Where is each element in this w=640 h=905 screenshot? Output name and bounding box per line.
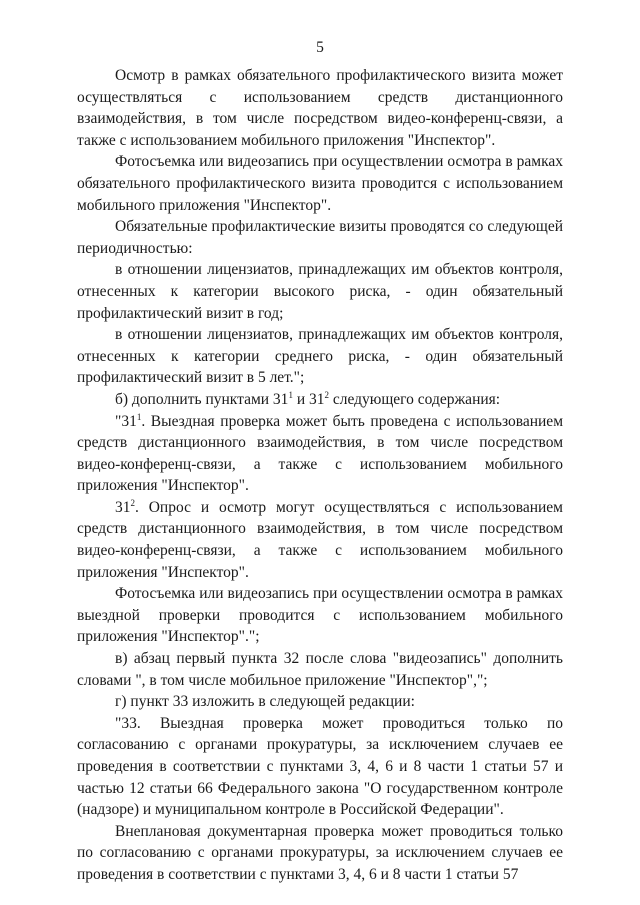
document-body: [77, 65, 563, 886]
paragraph-unscheduled: Внеплановая документарная проверка может проводиться только по согласованию с органами прокуратуры, за исключением случаев ее проведения в соответствии с пунктами 3, 4, 6 и 8 части 1 статьи 57: [77, 822, 563, 883]
paragraph-inspection-remote: Осмотр в рамках обязательного профилактического визита может осуществляться с использованием средств дистанционного взаимодействия, в том числе посредством видео-конференц-связи, а также с использованием мобильного приложения "Инспектор".: [77, 67, 563, 149]
superscript: 1: [136, 411, 142, 422]
paragraph-31-2: $31^2$. Опрос и осмотр могут осуществляться с использованием средств дистанционного взаимодействия, в том числе посредством видео-конференц-связи, а также с использованием мобильного приложения "Инспектор".: [77, 497, 563, 581]
page-number: 5: [316, 39, 324, 56]
paragraph-high-risk: в отношении лицензиатов, принадлежащих им объектов контроля, отнесенных к категории высокого риска, - один обязательный профилактический визит в год;: [77, 261, 563, 322]
paragraph-medium-risk: в отношении лицензиатов, принадлежащих им объектов контроля, отнесенных к категории среднего риска, - один обязательный профилактический визит в 5 лет.";: [77, 326, 563, 387]
paragraph-photo-onsite: Фотосъемка или видеозапись при осуществлении осмотра в рамках выездной проверки проводится с использованием мобильного приложения "Инспектор".";: [77, 585, 563, 646]
paragraph-photo-visit: Фотосъемка или видеозапись при осуществлении осмотра в рамках обязательного профилактического визита проводится с использованием мобильного приложения "Инспектор".: [77, 153, 563, 214]
paragraph-item-g: г) пункт 33 изложить в следующей редакции:: [115, 693, 415, 711]
superscript: 2: [324, 389, 329, 400]
paragraph-33: "33. Выездная проверка может проводиться только по согласованию с органами прокуратуры, за исключением случаев ее проведения в соответствии с пунктами 3, 4, 6 и 8 части 1 статьи 57 и частью 12 статьи 66 Федерального закона "О государственном контроле (надзоре) и муниципальном контроле в Российской Федерации".: [77, 714, 563, 819]
paragraph-item-b: б) дополнить пунктами $31^1$ и $31^2$ следующего содержания:: [115, 389, 501, 408]
paragraph-31-1: "$31^1$. Выездная проверка может быть проведена с использованием средств дистанционного взаимодействия, в том числе посредством видео-конференц-связи, а также с использованием мобильного приложения "Инспектор".: [77, 411, 563, 495]
superscript: 2: [130, 497, 135, 508]
superscript: 1: [288, 389, 293, 400]
paragraph-item-v: в) абзац первый пункта 32 после слова "видеозапись" дополнить словами ", в том числе мобильное приложение "Инспектор",";: [77, 650, 563, 689]
paragraph-periodicity: Обязательные профилактические визиты проводятся со следующей периодичностью:: [77, 218, 563, 257]
